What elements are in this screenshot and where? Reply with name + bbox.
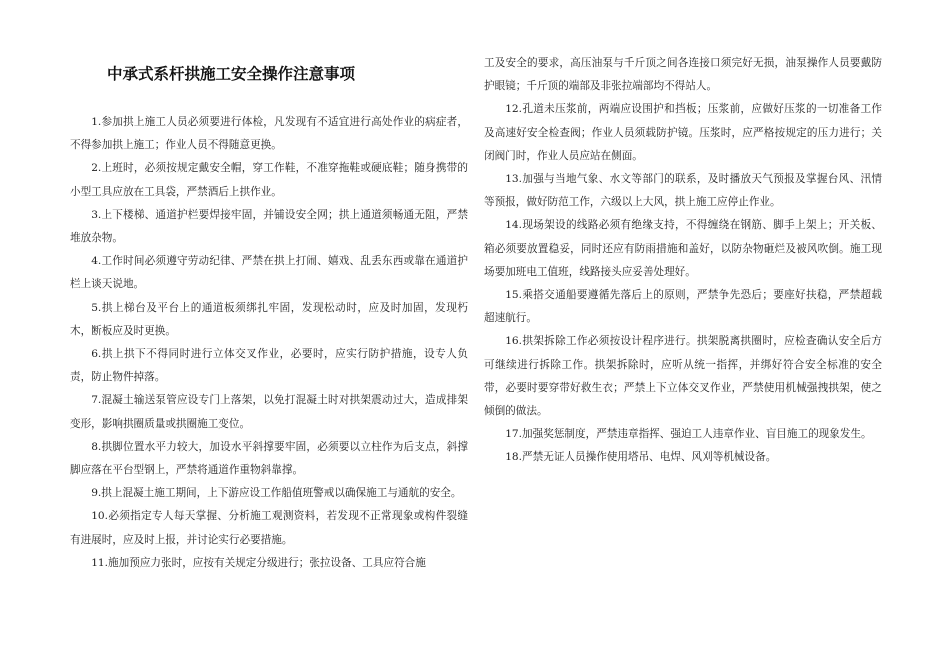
right-item-list bbox=[484, 52, 882, 470]
list-item: 10.必须指定专人每天掌握、分析施工观测资料，若发现不正常现象或构件裂缝有进展时，应及时上报，并讨论实行必要措施。 bbox=[70, 510, 468, 546]
list-item: 4.工作时间必须遵守劳动纪律、严禁在拱上打闹、嬉戏、乱丢东西或靠在通道护栏上谈天说地。 bbox=[70, 255, 468, 291]
list-item: 16.拱架拆除工作必须按设计程序进行。拱架脱离拱圈时，应检查确认安全后方可继续进行拆除工作。拱架拆除时，应听从统一指挥，并绑好符合安全标准的安全带，必要时要穿带好救生衣；严禁上下立体交叉作业，严禁使用机械强拽拱架，使之倾倒的做法。 bbox=[484, 335, 882, 418]
list-item: 1.参加拱上施工人员必须要进行体检，凡发现有不适宜进行高处作业的病症者，不得参加拱上施工；作业人员不得随意更换。 bbox=[70, 116, 468, 152]
document-title: 中承式系杆拱施工安全操作注意事项 bbox=[107, 65, 356, 83]
list-item: 13.加强与当地气象、水文等部门的联系，及时播放天气预报及掌握台风、汛情等预报，做好防范工作，六级以上大风，拱上施工应停止作业。 bbox=[484, 173, 882, 209]
left-item-list bbox=[70, 111, 468, 575]
list-item: 14.现场架设的线路必须有绝缘支持，不得缠绕在钢筋、脚手上架上；开关板、箱必须要放置稳妥，同时还应有防雨措施和盖好，以防杂物砸烂及被风吹倒。施工现场要加班电工值班，线路接头应妥善处理好。 bbox=[484, 219, 882, 278]
list-item: 11.施加预应力张时，应按有关规定分级进行；张拉设备、工具应符合施 bbox=[91, 556, 426, 569]
list-item: 5.拱上梯台及平台上的通道板须绑扎牢固，发现松动时，应及时加固，发现朽木，断板应及时更换。 bbox=[70, 301, 468, 337]
list-item: 8.拱脚位置水平力较大，加设水平斜撑要牢固，必须要以立柱作为后支点，斜撑脚应落在平台型钢上，严禁将通道作重物斜靠撑。 bbox=[70, 440, 468, 477]
list-item: 6.拱上拱下不得同时进行立体交叉作业，必要时，应实行防护措施，设专人负责，防止物件掉落。 bbox=[70, 348, 468, 384]
list-item: 7.混凝土输送泵管应设专门上落架，以免打混凝土时对拱架震动过大，造成排架变形，影响拱圈质量或拱圈施工变位。 bbox=[70, 394, 468, 430]
list-item: 3.上下楼梯、通道护栏要焊接牢固，并铺设安全网；拱上通道须畅通无阻，严禁堆放杂物。 bbox=[70, 208, 468, 245]
list-item-continuation: 工及安全的要求，高压油泵与千斤顶之间各连接口须完好无损，油泵操作人员要戴防护眼镜；千斤顶的端部及非张拉端部均不得站人。 bbox=[484, 57, 882, 93]
list-item: 9.拱上混凝土施工期间，上下游应设工作船值班警戒以确保施工与通航的安全。 bbox=[91, 487, 462, 500]
list-item: 15.乘搭交通船要遵循先落后上的原则，严禁争先恐后；要座好扶稳，严禁超载超速航行。 bbox=[484, 289, 882, 325]
list-item: 18.严禁无证人员操作使用塔吊、电焊、风刈等机械设备。 bbox=[505, 451, 777, 464]
list-item: 17.加强奖惩制度，严禁违章指挥、强迫工人违章作业、盲目施工的现象发生。 bbox=[505, 428, 872, 441]
list-item: 12.孔道未压浆前，两端应设围护和挡板；压浆前，应做好压浆的一切准备工作及高速好安全检查阀；作业人员须载防护镜。压浆时，应严格按规定的压力进行；关闭阀门时，作业人员应站在侧面。 bbox=[484, 103, 882, 162]
list-item: 2.上班时，必须按规定戴安全帽，穿工作鞋，不准穿拖鞋或硬底鞋；随身携带的小型工具应放在工具袋，严禁酒后上拱作业。 bbox=[70, 162, 468, 198]
